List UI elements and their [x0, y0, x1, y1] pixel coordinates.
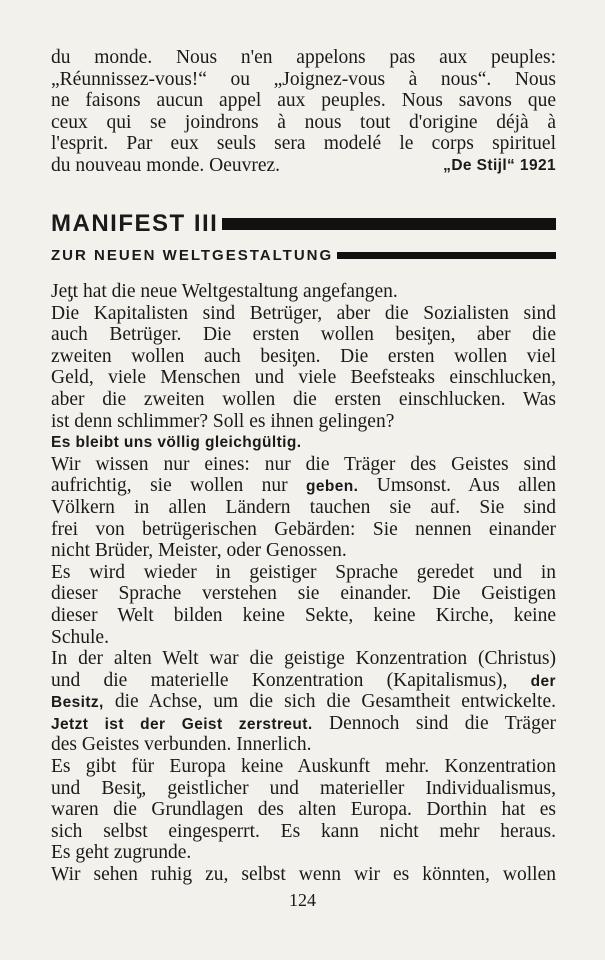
text-line: sich selbst eingesperrt. Es kann nicht mehr heraus.	[51, 820, 556, 842]
text-line: zweiten wollen auch besiƫen. Die ersten wollen viel	[51, 345, 556, 367]
intro-last-line: du nouveau monde. Oeuvrez.	[51, 154, 281, 176]
manifest-subheading	[51, 244, 556, 266]
text-line: Völkern in allen Ländern tauchen sie auf. Sie sind	[51, 496, 556, 518]
text-line: Die Kapitalisten sind Betrüger, aber die Sozialisten sind	[51, 302, 556, 324]
text-line	[51, 691, 556, 713]
text-segment: die Achse, um die sich die Gesamtheit entwickelte.	[114, 691, 556, 713]
subheading-title: ZUR NEUEN WELTGESTALTUNG	[51, 246, 334, 264]
text-line: ist denn schlimmer? Soll es ihnen gelingen?	[51, 410, 395, 432]
text-line: waren die Grundlagen des alten Europa. Dorthin hat es	[51, 799, 556, 821]
text-line: Wir sehen ruhig zu, selbst wenn wir es könnten, wollen	[51, 864, 556, 886]
text-segment: aufrichtig, sie wollen nur	[51, 475, 288, 497]
emphasis-line: Es bleibt uns völlig gleichgültig.	[51, 434, 302, 452]
text-line: dieser Welt bilden keine Sekte, keine Kirche, keine	[51, 604, 556, 626]
text-line: und Besiƫ, geistlicher und materieller Individualismus,	[51, 777, 556, 799]
text-line: dieser Sprache verstehen sie einander. Die Geistigen	[51, 583, 556, 605]
text-line: du monde. Nous n'en appelons pas aux peuples:	[51, 47, 556, 68]
manifest-heading	[51, 209, 556, 239]
emphasis-phrase: Jetzt ist der Geist zerstreut.	[51, 715, 313, 733]
text-line: Geld, viele Menschen und viele Beefsteaks einschlucken,	[51, 367, 556, 389]
text-line: Es gibt für Europa keine Auskunft mehr. Konzentration	[51, 756, 556, 778]
text-line	[51, 155, 556, 177]
subheading-rule	[337, 252, 556, 259]
emphasis-word: geben.	[306, 478, 359, 496]
text-line: frei von betrügerischen Gebärden: Sie nennen einander	[51, 518, 556, 540]
heading-rule	[222, 218, 556, 230]
text-line	[51, 713, 556, 735]
emphasis-word: der	[530, 672, 556, 690]
text-segment: Dennoch sind die Träger	[329, 712, 556, 734]
text-line: In der alten Welt war die geistige Konzentration (Christus)	[51, 648, 556, 670]
text-line: l'esprit. Par eux seuls sera modelé le corps spirituel	[51, 133, 556, 155]
text-line: nicht Brüder, Meister, oder Genossen.	[51, 540, 347, 562]
text-segment: Umsonst. Aus allen	[376, 475, 557, 497]
text-line: Es geht zugrunde.	[51, 842, 192, 864]
text-line: Wir wissen nur eines: nur die Träger des Geistes sind	[51, 453, 556, 475]
text-line	[51, 475, 556, 497]
manifest-body	[51, 281, 556, 886]
text-segment: und die materielle Konzentration (Kapitalismus),	[51, 669, 508, 691]
page-number: 124	[289, 890, 316, 910]
text-line: ne faisons aucun appel aux peuples. Nous savons que	[51, 90, 556, 112]
text-line: Jeƫt hat die neue Weltgestaltung angefangen.	[51, 281, 398, 302]
emphasis-word: Besitz,	[51, 694, 104, 712]
text-line: aber die zweiten wollen die ersten einschlucken. Was	[51, 388, 556, 410]
text-line: Schule.	[51, 626, 109, 648]
text-line: des Geistes verbunden. Innerlich.	[51, 734, 312, 756]
text-line: „Réunnissez-vous!“ ou „Joignez-vous à nous“. Nous	[51, 68, 556, 90]
signature: „De Stijl“ 1921	[443, 156, 556, 174]
text-line: Es wird wieder in geistiger Sprache geredet und in	[51, 561, 556, 583]
intro-paragraph	[51, 47, 556, 177]
text-line: auch Betrüger. Die ersten wollen besiƫen, aber die	[51, 324, 556, 346]
text-line	[51, 670, 556, 692]
text-line: ceux qui se joindrons à nous tout d'origine déjà à	[51, 111, 556, 133]
heading-title: MANIFEST III	[51, 210, 219, 237]
